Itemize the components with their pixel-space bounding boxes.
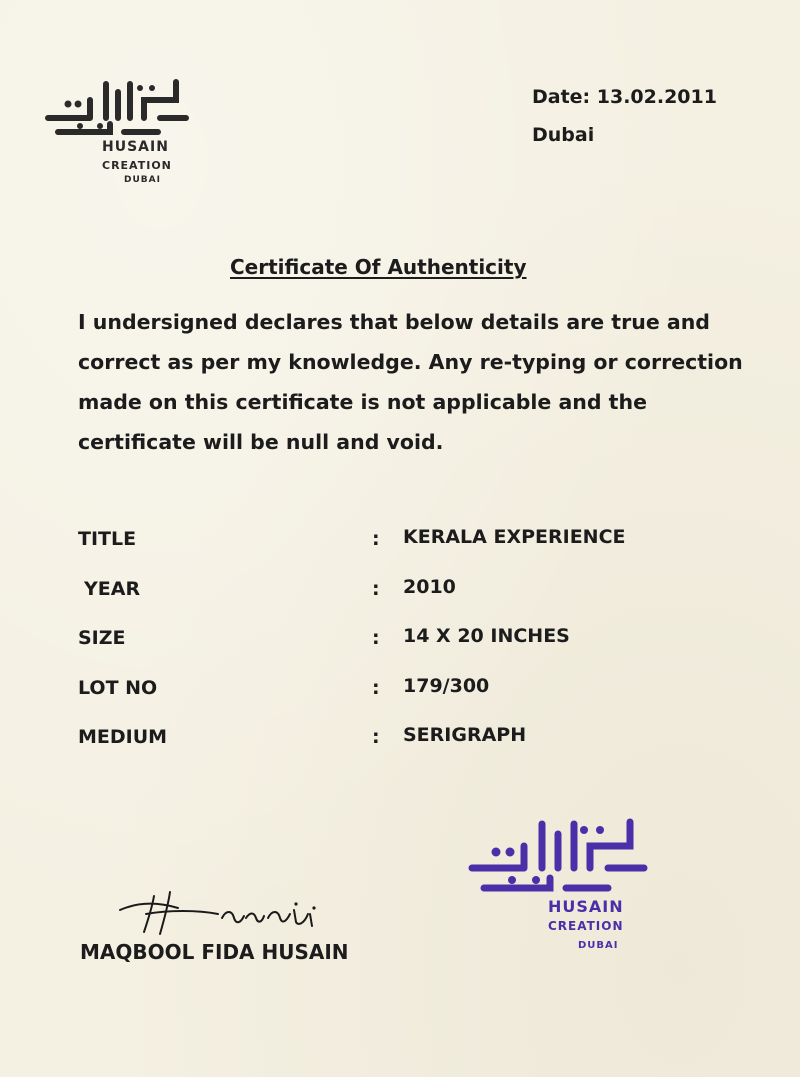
detail-row-title (78, 528, 718, 578)
arabic-calligraphy-stamp-icon (462, 810, 662, 900)
detail-row-size (78, 627, 718, 677)
detail-separator: : (372, 726, 380, 748)
declaration-text: I undersigned declares that below details are true and correct as per my knowledge. Any re-typing or correction made on this certificate is not applicable and the certificate will be null and void. (78, 310, 743, 454)
arabic-calligraphy-icon (40, 70, 200, 140)
detail-row-lot-no (78, 674, 718, 727)
date-block (532, 78, 717, 154)
date-line: Date: 13.02.2011 (532, 86, 717, 108)
detail-value: SERIGRAPH (403, 724, 527, 746)
detail-row-year (78, 575, 718, 628)
signatory-name: MAQBOOL FIDA HUSAIN (80, 940, 349, 964)
detail-separator: : (372, 627, 380, 649)
stamp-line-creation: CREATION (548, 919, 624, 933)
detail-value: 179/300 (403, 674, 490, 697)
certificate-title: Certificate Of Authenticity (230, 255, 527, 279)
detail-value: 14 X 20 INCHES (403, 625, 570, 647)
detail-label: SIZE (78, 627, 126, 649)
detail-separator: : (372, 528, 380, 550)
handwritten-signature (118, 888, 338, 938)
stamp-line-dubai: DUBAI (578, 940, 619, 951)
logo-line-husain: HUSAIN (102, 139, 169, 155)
detail-label: YEAR (84, 577, 141, 600)
detail-separator: : (372, 577, 380, 600)
details-list (78, 528, 718, 776)
detail-label: TITLE (78, 528, 137, 550)
detail-value: KERALA EXPERIENCE (403, 526, 626, 548)
logo-line-creation: CREATION (102, 159, 172, 172)
detail-label: LOT NO (78, 676, 158, 699)
city-line: Dubai (532, 124, 595, 146)
husain-creation-stamp (462, 810, 662, 960)
detail-separator: : (372, 676, 380, 699)
detail-value: 2010 (403, 575, 456, 598)
detail-row-medium (78, 726, 718, 776)
husain-creation-logo (40, 70, 200, 200)
detail-label: MEDIUM (78, 726, 168, 748)
stamp-line-husain: HUSAIN (548, 897, 624, 916)
logo-line-dubai: DUBAI (124, 175, 161, 185)
